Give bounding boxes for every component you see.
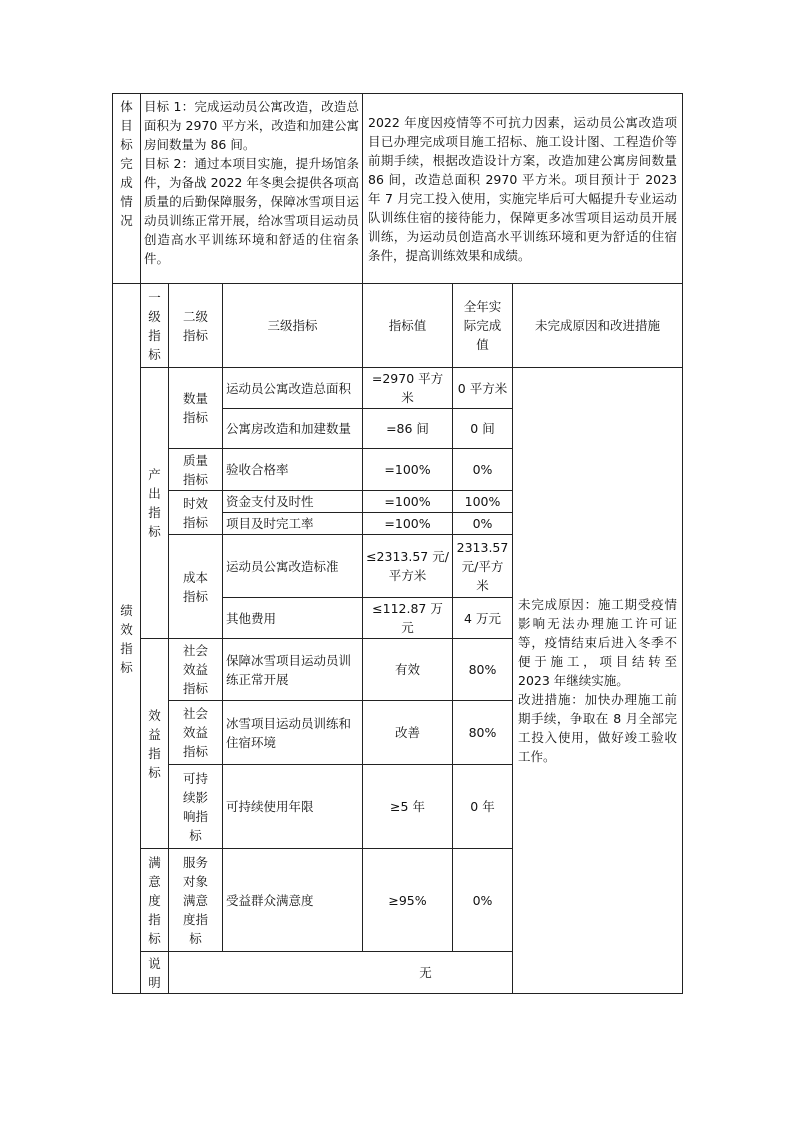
indicator-name: 运动员公寓改造标准 — [223, 535, 363, 598]
indicator-actual: 0% — [453, 513, 513, 535]
indicator-name: 公寓房改造和加建数量 — [223, 409, 363, 449]
indicator-value: 改善 — [363, 701, 453, 765]
indicator-value: =100% — [363, 449, 453, 491]
indicator-actual: 0 间 — [453, 409, 513, 449]
indicator-actual: 2313.57 元/平方米 — [453, 535, 513, 598]
social-benefit-indicator-label: 社会效益指标 — [169, 701, 223, 765]
indicator-name: 保障冰雪项目运动员训练正常开展 — [223, 639, 363, 701]
indicator-actual: 0 平方米 — [453, 368, 513, 409]
note-text: 无 — [169, 952, 683, 994]
note-label: 说明 — [141, 952, 169, 994]
indicator-name: 运动员公寓改造总面积 — [223, 368, 363, 409]
target-1-text: 目标 1：完成运动员公寓改造，改造总面积为 2970 平方米，改造和加建公寓房间数量为 86 间。 — [144, 99, 359, 152]
header-reason: 未完成原因和改进措施 — [513, 284, 683, 368]
indicator-actual: 80% — [453, 639, 513, 701]
social-benefit-indicator-label: 社会效益指标 — [169, 639, 223, 701]
indicator-value: ≥5 年 — [363, 765, 453, 849]
performance-side-label: 绩效指标 — [113, 284, 141, 994]
indicator-name: 受益群众满意度 — [223, 849, 363, 952]
cost-indicator-label: 成本指标 — [169, 535, 223, 639]
indicator-value: =100% — [363, 513, 453, 535]
performance-table — [112, 93, 683, 994]
target-2-text: 目标 2：通过本项目实施，提升场馆条件，为备战 2022 年冬奥会提供各项高质量的后勤保障服务，保障冰雪项目运动员训练正常开展，给冰雪项目运动员创造高水平训练环境和舒适的住宿条件。 — [144, 156, 359, 266]
header-level3: 三级指标 — [223, 284, 363, 368]
indicator-name: 可持续使用年限 — [223, 765, 363, 849]
header-value: 指标值 — [363, 284, 453, 368]
indicator-value: 有效 — [363, 639, 453, 701]
reason-measures-cell — [513, 368, 683, 994]
indicator-name: 其他费用 — [223, 598, 363, 639]
indicator-value: =2970 平方米 — [363, 368, 453, 409]
timeliness-indicator-label: 时效指标 — [169, 491, 223, 535]
indicator-name: 冰雪项目运动员训练和住宿环境 — [223, 701, 363, 765]
header-level1: 一级指标 — [141, 284, 169, 368]
indicator-name: 验收合格率 — [223, 449, 363, 491]
indicator-value: ≤2313.57 元/平方米 — [363, 535, 453, 598]
benefit-indicator-label: 效益指标 — [141, 639, 169, 849]
quantity-indicator-label: 数量指标 — [169, 368, 223, 449]
quality-indicator-label: 质量指标 — [169, 449, 223, 491]
indicator-value: =100% — [363, 491, 453, 513]
indicator-name: 资金支付及时性 — [223, 491, 363, 513]
output-indicator-label: 产出指标 — [141, 368, 169, 639]
indicator-actual: 100% — [453, 491, 513, 513]
indicator-actual: 4 万元 — [453, 598, 513, 639]
indicator-value: =86 间 — [363, 409, 453, 449]
target-completion-side-label: 体目标完成情况 — [113, 94, 141, 284]
indicator-name: 项目及时完工率 — [223, 513, 363, 535]
indicator-actual: 80% — [453, 701, 513, 765]
service-satisfaction-indicator-label: 服务对象满意度指标 — [169, 849, 223, 952]
measures-text: 改进措施：加快办理施工前期手续，争取在 8 月全部完工投入使用，做好竣工验收工作。 — [518, 692, 678, 764]
annual-targets-cell — [141, 94, 363, 284]
sustainable-indicator-label: 可持续影响指标 — [169, 765, 223, 849]
indicator-actual: 0% — [453, 449, 513, 491]
table-row — [113, 368, 683, 409]
indicator-actual: 0% — [453, 849, 513, 952]
indicator-actual: 0 年 — [453, 765, 513, 849]
header-actual: 全年实际完成值 — [453, 284, 513, 368]
completion-status-text: 2022 年度因疫情等不可抗力因素，运动员公寓改造项目已办理完成项目施工招标、施工设计图、工程造价等前期手续，根据改造设计方案，改造加建公寓房间数量 86 间，改造总面积 2970 平方米。项目预计于 2023 年 7 月完工投入使用，实施完毕后可大幅提升专业运动队训练住宿的接待能力，保障更多冰雪项目运动员开展训练，为运动员创造高水平训练环境和更为舒适的住宿条件，提高训练效果和成绩。 — [363, 94, 683, 284]
indicator-value: ≤112.87 万元 — [363, 598, 453, 639]
reason-text: 未完成原因：施工期受疫情影响无法办理施工许可证等，疫情结束后进入冬季不便于施工，项目结转至 2023 年继续实施。 — [518, 597, 678, 688]
header-level2: 二级指标 — [169, 284, 223, 368]
satisfaction-indicator-label: 满意度指标 — [141, 849, 169, 952]
indicator-value: ≥95% — [363, 849, 453, 952]
